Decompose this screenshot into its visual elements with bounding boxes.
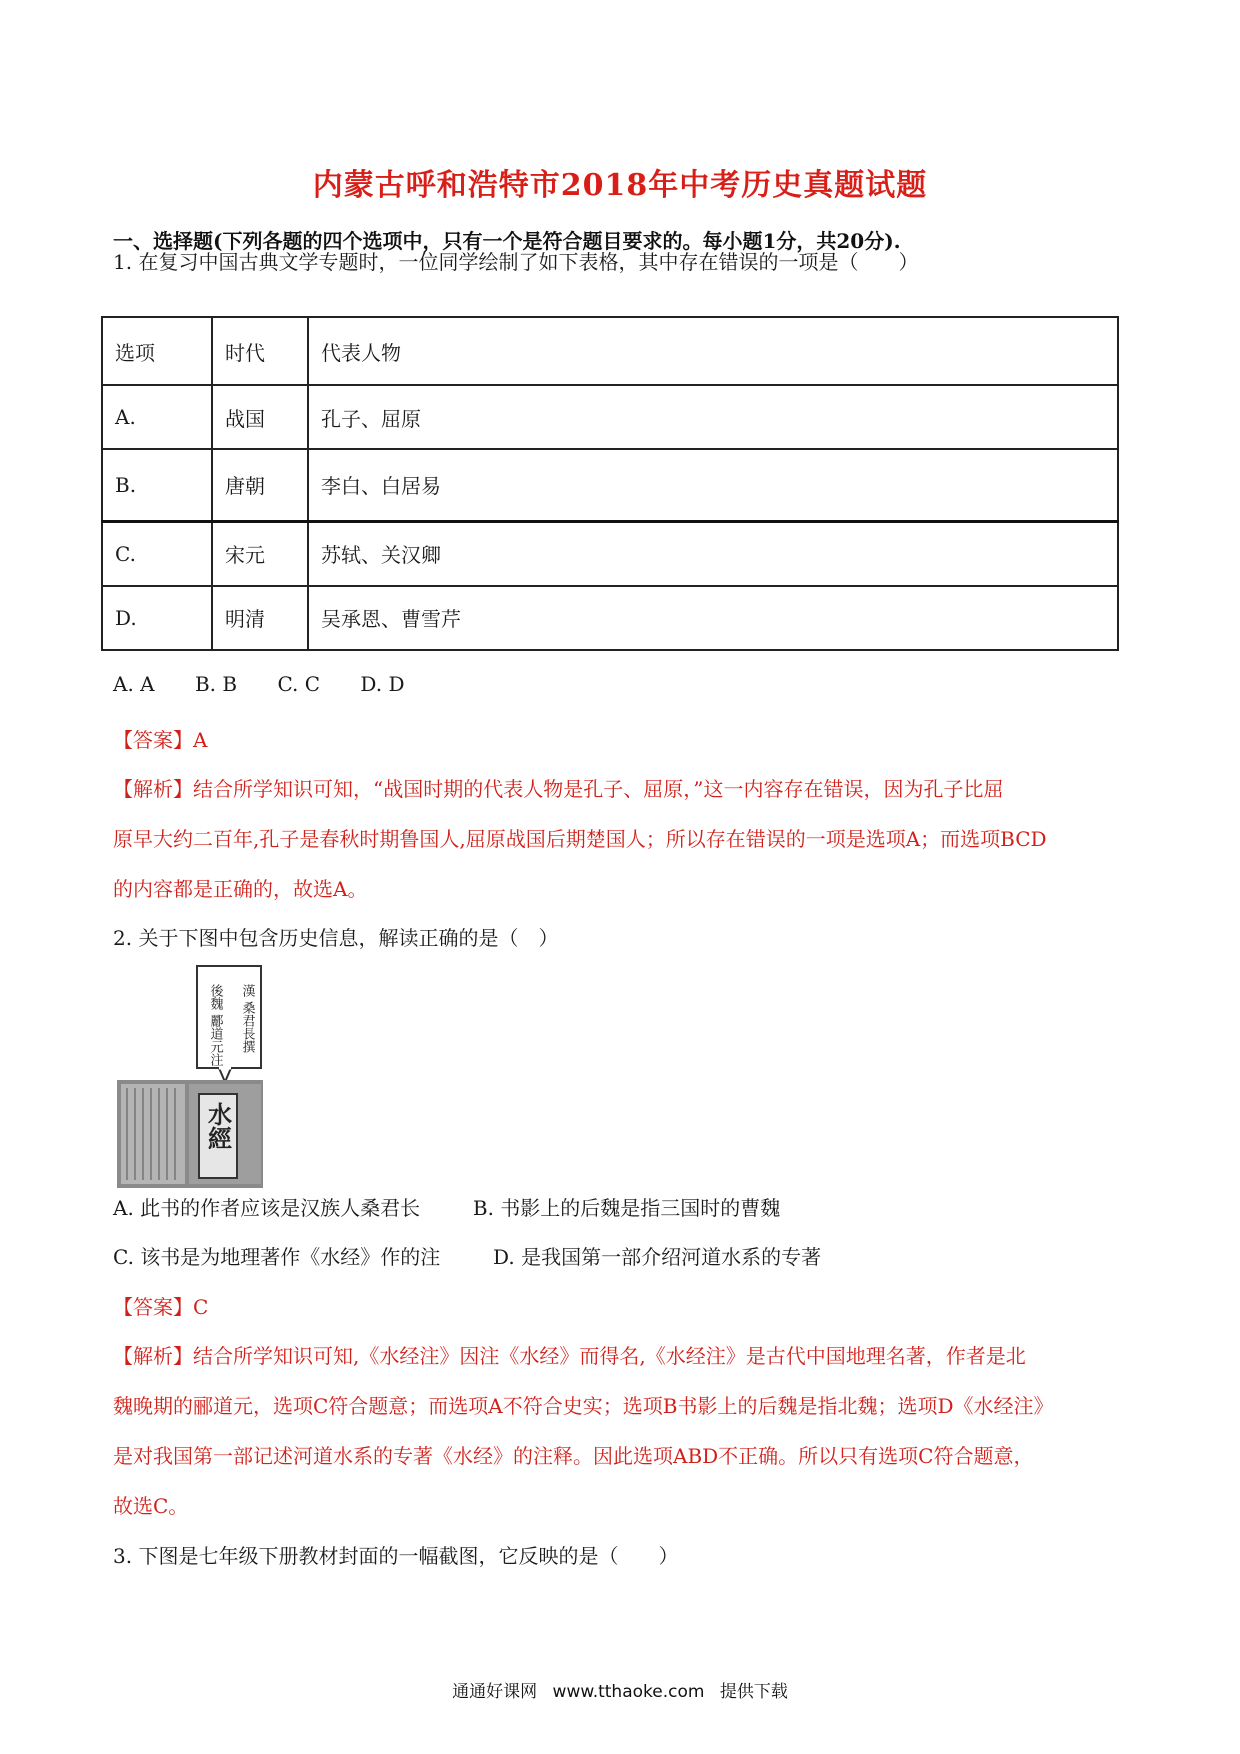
q2-options-row	[113, 1241, 821, 1270]
q1-analysis-line: 的内容都是正确的，故选A。	[113, 877, 368, 901]
q1-analysis-line: 【解析】结合所学知识可知，“战国时期的代表人物是孔子、屈原，”这一内容存在错误，因为孔子比屈	[113, 777, 1004, 801]
table-cell: 战国	[212, 385, 308, 449]
option-d[interactable]: D. D	[360, 672, 405, 696]
q2-analysis-line: 故选C。	[113, 1494, 189, 1518]
option-b[interactable]: B. 书影上的后魏是指三国时的曹魏	[472, 1196, 781, 1220]
bubble-left-text: 後魏 酈道元注	[207, 984, 223, 1067]
q1-analysis-line: 原早大约二百年,孔子是春秋时期鲁国人,屈原战国后期楚国人；所以存在错误的一项是选项A；而选项BCD	[113, 827, 1047, 851]
q2-stem: 2. 关于下图中包含历史信息，解读正确的是（ ）	[113, 926, 559, 950]
page-title: 内蒙古呼和浩特市2018年中考历史真题试题	[312, 168, 928, 203]
q2-analysis-line: 魏晚期的郦道元，选项C符合题意；而选项A不符合史实；选项B书影上的后魏是指北魏；选项D《水经注》	[113, 1394, 1054, 1418]
book-cover-title: 水經	[203, 1102, 233, 1150]
q2-options-row	[113, 1192, 780, 1221]
table-header-row	[102, 317, 1118, 385]
table-cell: A.	[102, 385, 212, 449]
table-row	[102, 385, 1118, 449]
table-row	[102, 586, 1118, 650]
table-cell: 吴承恩、曹雪芹	[308, 586, 1118, 650]
table-cell: 宋元	[212, 521, 308, 586]
table-cell: 明清	[212, 586, 308, 650]
table-header-cell: 选项	[102, 317, 212, 385]
footer-url-link[interactable]: www.tthaoke.com	[552, 1682, 705, 1702]
table-cell: 苏轼、关汉卿	[308, 521, 1118, 586]
table-cell: 唐朝	[212, 449, 308, 521]
q1-options	[113, 672, 438, 696]
q2-analysis-line: 是对我国第一部记述河道水系的专著《水经》的注释。因此选项ABD不正确。所以只有选项C符合题意，	[113, 1444, 1034, 1468]
table-header-cell: 时代	[212, 317, 308, 385]
q2-answer: 【答案】C	[113, 1295, 209, 1319]
option-a[interactable]: A. A	[113, 672, 155, 696]
q3-stem: 3. 下图是七年级下册教材封面的一幅截图，它反映的是（ ）	[113, 1544, 679, 1568]
table-cell: C.	[102, 521, 212, 586]
page-footer	[0, 1677, 1240, 1702]
q2-analysis-line: 【解析】结合所学知识可知,《水经注》因注《水经》而得名,《水经注》是古代中国地理名著，作者是北	[113, 1344, 1026, 1368]
footer-suffix: 提供下载	[719, 1682, 788, 1702]
book-cover-figure	[115, 962, 265, 1190]
table-header-cell: 代表人物	[308, 317, 1118, 385]
bubble-right-text: 漢 桑君長撰	[239, 984, 255, 1054]
table-cell: B.	[102, 449, 212, 521]
option-c[interactable]: C. C	[277, 672, 321, 696]
table-cell: D.	[102, 586, 212, 650]
option-c[interactable]: C. 该书是为地理著作《水经》作的注	[113, 1245, 441, 1269]
footer-site-name: 通通好课网	[452, 1682, 538, 1702]
option-a[interactable]: A. 此书的作者应该是汉族人桑君长	[113, 1196, 421, 1220]
table-cell: 李白、白居易	[308, 449, 1118, 521]
table-row	[102, 449, 1118, 521]
option-b[interactable]: B. B	[194, 672, 238, 696]
q1-stem: 1. 在复习中国古典文学专题时，一位同学绘制了如下表格，其中存在错误的一项是（ ）	[113, 250, 919, 274]
table-row	[102, 521, 1118, 586]
q1-table	[101, 316, 1119, 651]
option-d[interactable]: D. 是我国第一部介绍河道水系的专著	[493, 1245, 822, 1269]
q1-answer: 【答案】A	[113, 728, 208, 752]
section-heading: 一、选择题(下列各题的四个选项中，只有一个是符合题目要求的。每小题1分，共20分).	[113, 229, 901, 253]
table-cell: 孔子、屈原	[308, 385, 1118, 449]
